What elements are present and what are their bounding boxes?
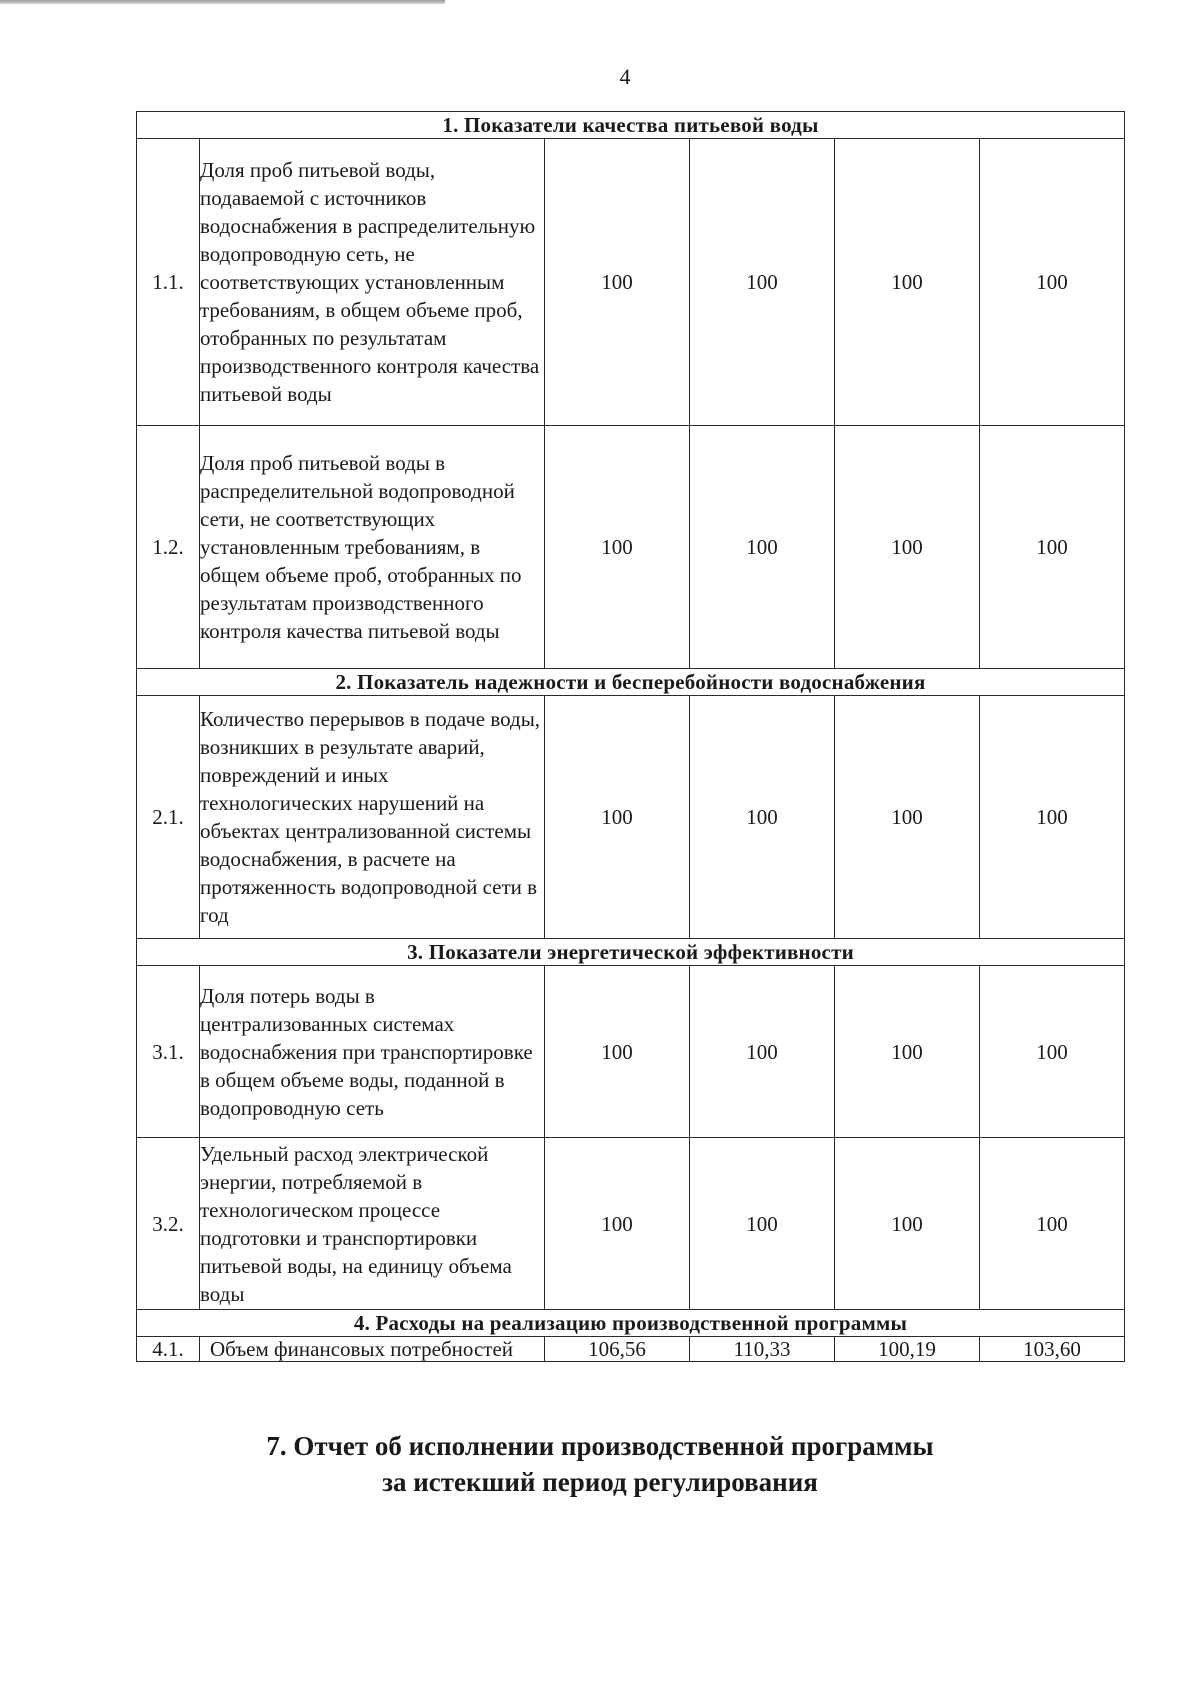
- indicator-description: Доля потерь воды в централизованных системах водоснабжения при транспортировке в общем объеме воды, поданной в водопроводную сеть: [200, 966, 545, 1138]
- value-cell: 100: [835, 1138, 980, 1310]
- section-header-row: [137, 669, 1125, 696]
- section-title-expenses: 4. Расходы на реализацию производственной программы: [137, 1310, 1125, 1337]
- table-row: [137, 426, 1125, 669]
- value-cell: 100: [545, 696, 690, 939]
- section-7-heading: [0, 1428, 1200, 1500]
- value-cell: 100: [835, 966, 980, 1138]
- section-7-heading-line1: 7. Отчет об исполнении производственной программы: [266, 1431, 934, 1461]
- row-number: 1.1.: [137, 139, 200, 426]
- indicator-description: Доля проб питьевой воды, подаваемой с источников водоснабжения в распределительную водопроводную сеть, не соответствующих установленным требованиям, в общем объеме проб, отобранных по результатам производственного контроля качества питьевой воды: [200, 139, 545, 426]
- value-cell: 100: [690, 426, 835, 669]
- value-cell: 100: [835, 139, 980, 426]
- table-row: [137, 1337, 1125, 1362]
- value-cell: 100: [690, 966, 835, 1138]
- value-cell: 100: [545, 139, 690, 426]
- section-header-row: [137, 112, 1125, 139]
- indicators-table: [136, 111, 1125, 1362]
- row-number: 4.1.: [137, 1337, 200, 1362]
- scan-edge-artifact: [0, 0, 445, 4]
- value-cell: 100: [980, 1138, 1125, 1310]
- row-number: 3.2.: [137, 1138, 200, 1310]
- section-title-quality: 1. Показатели качества питьевой воды: [137, 112, 1125, 139]
- value-cell: 100: [980, 139, 1125, 426]
- row-number: 3.1.: [137, 966, 200, 1138]
- value-cell: 100,19: [835, 1337, 980, 1362]
- value-cell: 100: [545, 966, 690, 1138]
- table-row: [137, 966, 1125, 1138]
- table-row: [137, 1138, 1125, 1310]
- value-cell: 110,33: [690, 1337, 835, 1362]
- table-row: [137, 139, 1125, 426]
- value-cell: 100: [690, 696, 835, 939]
- value-cell: 100: [835, 696, 980, 939]
- section-title-energy: 3. Показатели энергетической эффективности: [137, 939, 1125, 966]
- value-cell: 100: [980, 696, 1125, 939]
- value-cell: 100: [980, 426, 1125, 669]
- value-cell: 100: [545, 426, 690, 669]
- section-7-heading-line2: за истекший период регулирования: [382, 1467, 818, 1497]
- section-header-row: [137, 1310, 1125, 1337]
- section-title-reliability: 2. Показатель надежности и бесперебойности водоснабжения: [137, 669, 1125, 696]
- value-cell: 106,56: [545, 1337, 690, 1362]
- row-number: 1.2.: [137, 426, 200, 669]
- indicator-description: Объем финансовых потребностей: [200, 1337, 545, 1362]
- value-cell: 100: [835, 426, 980, 669]
- indicator-description: Доля проб питьевой воды в распределительной водопроводной сети, не соответствующих установленным требованиям, в общем объеме проб, отобранных по результатам производственного контроля качества питьевой воды: [200, 426, 545, 669]
- value-cell: 100: [545, 1138, 690, 1310]
- row-number: 2.1.: [137, 696, 200, 939]
- section-header-row: [137, 939, 1125, 966]
- indicator-description: Количество перерывов в подаче воды, возникших в результате аварий, повреждений и иных технологических нарушений на объектах централизованной системы водоснабжения, в расчете на протяженность водопроводной сети в год: [200, 696, 545, 939]
- value-cell: 100: [980, 966, 1125, 1138]
- indicator-description: Удельный расход электрической энергии, потребляемой в технологическом процессе подготовки и транспортировки питьевой воды, на единицу объема воды: [200, 1138, 545, 1310]
- value-cell: 100: [690, 139, 835, 426]
- page-number: 4: [619, 64, 631, 89]
- value-cell: 100: [690, 1138, 835, 1310]
- value-cell: 103,60: [980, 1337, 1125, 1362]
- table-row: [137, 696, 1125, 939]
